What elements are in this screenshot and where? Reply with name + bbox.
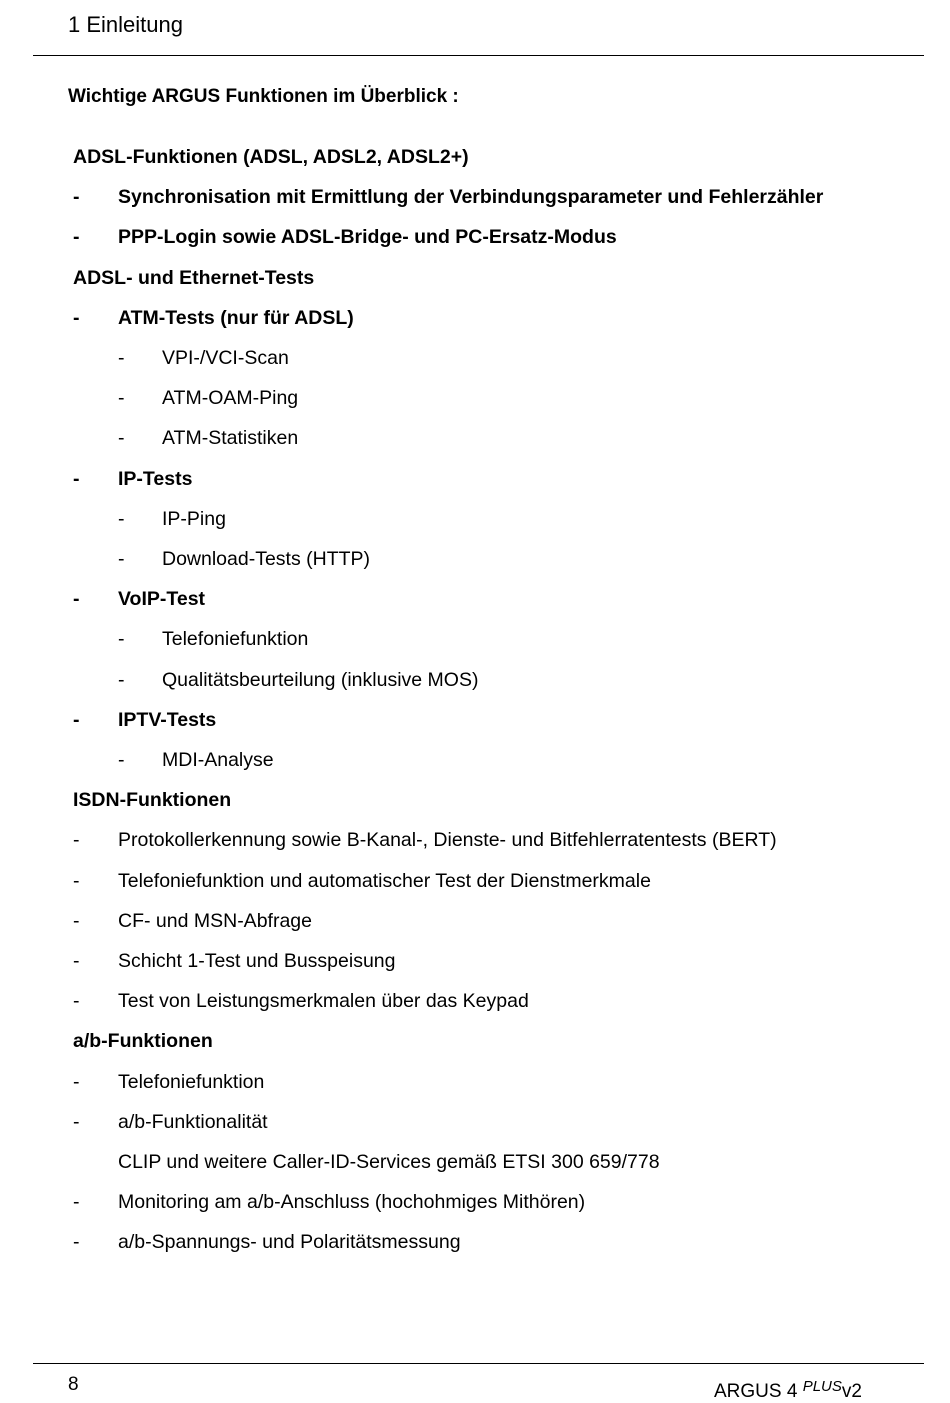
list-item [0,1191,950,1221]
sub-list-item-text: MDI-Analyse [162,749,274,771]
list-item-text: CF- und MSN-Abfrage [118,910,312,932]
list-item [0,1231,950,1261]
list-item [0,468,950,498]
list-item [0,588,950,618]
sub-list-item-text: ATM-OAM-Ping [162,387,299,409]
section-heading [0,146,950,176]
sub-bullet-dash: - [118,427,125,449]
bullet-dash: - [73,588,80,610]
sub-list-item [0,427,950,457]
sub-list-item [0,628,950,658]
sub-list-item [0,749,950,779]
bullet-dash: - [73,990,80,1012]
list-item-text: PPP-Login sowie ADSL-Bridge- und PC-Ersatz-Modus [118,226,617,248]
section-heading [0,789,950,819]
list-item-text: a/b-Spannungs- und Polaritätsmessung [118,1231,461,1253]
bullet-dash: - [73,186,80,208]
sub-list-item-text: Qualitätsbeurteilung (inklusive MOS) [162,669,479,691]
list-item [0,950,950,980]
bullet-dash: - [73,1111,80,1133]
sub-list-item [0,387,950,417]
product-main: ARGUS 4 [714,1381,798,1402]
list-item-note-text: CLIP und weitere Caller-ID-Services gemäß ETSI 300 659/778 [118,1151,660,1173]
list-item-text: Test von Leistungsmerkmalen über das Keypad [118,990,529,1012]
list-item-text: a/b-Funktionalität [118,1111,268,1133]
bullet-dash: - [73,870,80,892]
section-heading [0,267,950,297]
list-item [0,829,950,859]
sub-list-item [0,508,950,538]
bullet-dash: - [73,226,80,248]
sub-bullet-dash: - [118,548,125,570]
list-item-text: VoIP-Test [118,588,206,610]
bullet-dash: - [73,709,80,731]
list-item [0,910,950,940]
sub-bullet-dash: - [118,749,125,771]
sub-list-item-text: VPI-/VCI-Scan [162,347,289,369]
bullet-dash: - [73,307,80,329]
sub-list-item-text: IP-Ping [162,508,226,530]
list-item [0,1111,950,1141]
list-item-text: ATM-Tests (nur für ADSL) [118,307,354,329]
bullet-dash: - [73,468,80,490]
footer-divider [33,1363,924,1364]
section-heading-text: ADSL-Funktionen (ADSL, ADSL2, ADSL2+) [73,146,469,168]
list-item-text: Monitoring am a/b-Anschluss (hochohmiges Mithören) [118,1191,586,1213]
section-heading-text: a/b-Funktionen [73,1030,213,1052]
list-item [0,709,950,739]
list-item-text: IP-Tests [118,468,193,490]
bullet-dash: - [73,950,80,972]
sub-list-item-text: Download-Tests (HTTP) [162,548,371,570]
sub-bullet-dash: - [118,669,125,691]
sub-bullet-dash: - [118,347,125,369]
list-item-text: Protokollerkennung sowie B-Kanal-, Dienste- und Bitfehlerratentests (BERT) [118,829,777,851]
sub-list-item-text: ATM-Statistiken [162,427,299,449]
list-item [0,990,950,1020]
section-heading-text: ADSL- und Ethernet-Tests [73,267,315,289]
list-item [0,307,950,337]
list-item-text: Telefoniefunktion [118,1071,265,1093]
bullet-dash: - [73,1071,80,1093]
product-suffix: v2 [841,1381,862,1402]
list-item-text: IPTV-Tests [118,709,217,731]
list-item-text: Synchronisation mit Ermittlung der Verbindungsparameter und Fehlerzähler [118,186,824,208]
sub-bullet-dash: - [118,387,125,409]
sub-bullet-dash: - [118,508,125,530]
chapter-title: 1 Einleitung [68,12,183,37]
section-heading-text: ISDN-Funktionen [73,789,232,811]
sub-bullet-dash: - [118,628,125,650]
bullet-dash: - [73,829,80,851]
sub-list-item [0,347,950,377]
intro-heading: Wichtige ARGUS Funktionen im Überblick : [68,86,459,107]
list-item-text: Telefoniefunktion und automatischer Test der Dienstmerkmale [118,870,651,892]
sub-list-item-text: Telefoniefunktion [162,628,309,650]
sub-list-item [0,669,950,699]
bullet-dash: - [73,910,80,932]
section-heading [0,1030,950,1060]
list-item-text: Schicht 1-Test und Busspeisung [118,950,396,972]
list-item [0,870,950,900]
sub-list-item [0,548,950,578]
page-number: 8 [68,1374,79,1395]
product-name [714,1378,862,1403]
list-item [0,226,950,256]
list-item-note [0,1151,950,1181]
list-item [0,186,950,216]
list-item [0,1071,950,1101]
bullet-dash: - [73,1191,80,1213]
product-sup: PLUS [802,1378,842,1395]
bullet-dash: - [73,1231,80,1253]
